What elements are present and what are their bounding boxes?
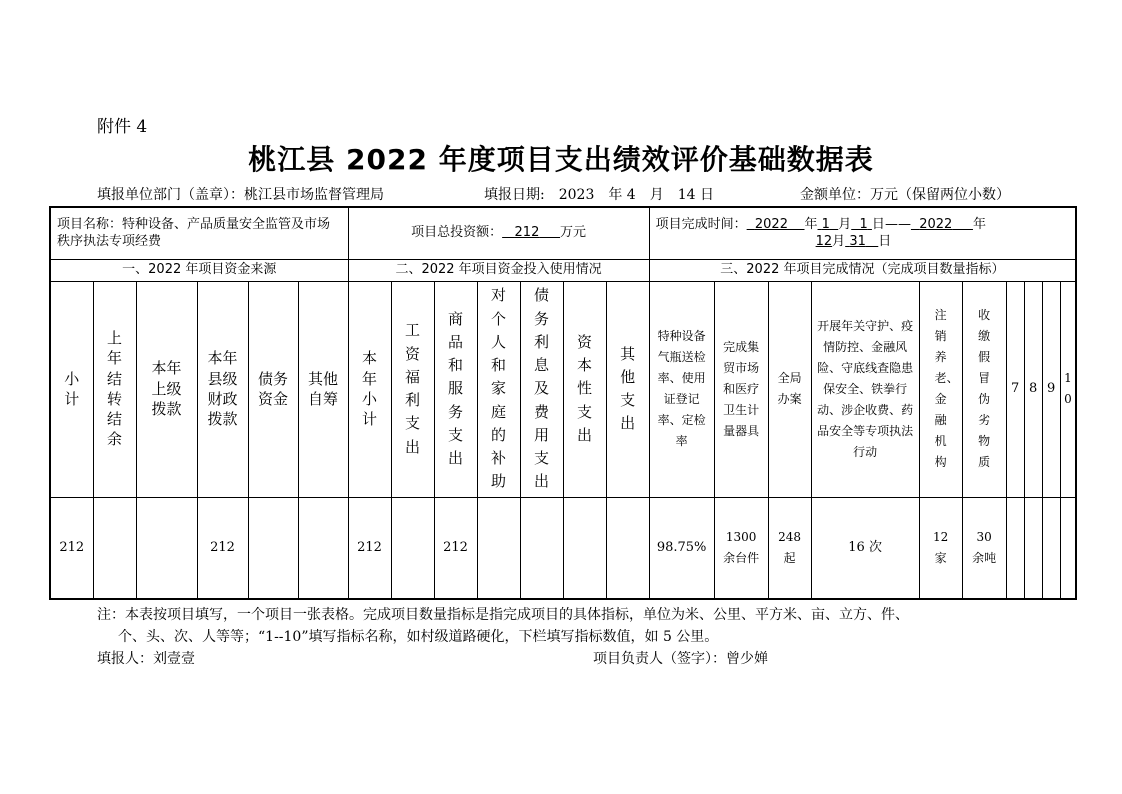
project-completion-time: 项目完成时间： 2022 年 1 月 1 日—— 2022 年 12月 31 日	[649, 207, 1076, 259]
data-table	[49, 206, 1077, 600]
value-indicator-8	[1024, 497, 1042, 599]
section-fund-source: 一、2022 年项目资金来源	[50, 259, 348, 281]
value-indicator-1: 98.75%	[649, 497, 714, 599]
header-indicator-3: 全局办案	[768, 281, 811, 497]
footnote-line-1: 注：本表按项目填写，一个项目一张表格。完成项目数量指标是指完成项目的具体指标，单位为米、公里、平方米、亩、立方、件、	[97, 607, 909, 623]
section-fund-usage: 二、2022 年项目资金投入使用情况	[348, 259, 649, 281]
value-personal-subsidy	[477, 497, 520, 599]
header-other-expense: 其他支出	[606, 281, 649, 497]
header-self-raised: 其他自筹	[298, 281, 348, 497]
currency-unit: 金额单位：万元（保留两位小数）	[800, 187, 1010, 203]
value-goods-services: 212	[434, 497, 477, 599]
value-salary-welfare	[391, 497, 434, 599]
header-indicator-2: 完成集贸市场和医疗卫生计量器具	[714, 281, 768, 497]
value-indicator-4: 16 次	[811, 497, 919, 599]
section-completion: 三、2022 年项目完成情况（完成项目数量指标）	[649, 259, 1076, 281]
value-county-allocation: 212	[197, 497, 248, 599]
fill-date: 填报日期: 2023 年 4 月 14 日	[484, 187, 714, 203]
value-indicator-6: 30余吨	[962, 497, 1006, 599]
value-capital-expense	[563, 497, 606, 599]
header-indicator-4: 开展年关守护、疫情防控、金融风险、守底线查隐患保安全、铁拳行动、涉企收费、药品安全等专项执法行动	[811, 281, 919, 497]
value-indicator-3: 248起	[768, 497, 811, 599]
header-salary-welfare: 工资福利支出	[391, 281, 434, 497]
project-name: 项目名称：特种设备、产品质量安全监管及市场秩序执法专项经费	[50, 207, 348, 259]
header-indicator-9: 9	[1042, 281, 1060, 497]
value-indicator-10	[1060, 497, 1076, 599]
header-debt-interest: 债务利息及费用支出	[520, 281, 563, 497]
value-last-year-balance	[93, 497, 136, 599]
header-indicator-1: 特种设备气瓶送检率、使用证登记率、定检率	[649, 281, 714, 497]
header-usage-subtotal: 本年小计	[348, 281, 391, 497]
value-upper-allocation	[136, 497, 197, 599]
header-goods-services: 商品和服务支出	[434, 281, 477, 497]
header-indicator-6: 收缴假冒伪劣物质	[962, 281, 1006, 497]
value-indicator-2: 1300余台件	[714, 497, 768, 599]
attachment-label: 附件 4	[97, 117, 148, 137]
value-self-raised	[298, 497, 348, 599]
value-indicator-9	[1042, 497, 1060, 599]
header-county-allocation: 本年县级财政拨款	[197, 281, 248, 497]
page-title: 桃江县 2022 年度项目支出绩效评价基础数据表	[248, 143, 874, 176]
header-upper-allocation: 本年上级拨款	[136, 281, 197, 497]
header-personal-subsidy: 对个人和家庭的补助	[477, 281, 520, 497]
value-debt-funds	[248, 497, 298, 599]
header-capital-expense: 资本性支出	[563, 281, 606, 497]
header-last-year-balance: 上年结转结余	[93, 281, 136, 497]
value-source-subtotal: 212	[50, 497, 93, 599]
header-source-subtotal: 小计	[50, 281, 93, 497]
header-indicator-8: 8	[1024, 281, 1042, 497]
header-debt-funds: 债务资金	[248, 281, 298, 497]
fill-unit: 填报单位部门（盖章）：桃江县市场监督管理局	[97, 187, 384, 203]
footnote	[97, 604, 909, 648]
value-indicator-7	[1006, 497, 1024, 599]
project-leader: 项目负责人（签字）：曾少婵	[593, 651, 768, 667]
header-indicator-5: 注销养老、金融机构	[919, 281, 962, 497]
footnote-line-2: 个、头、次、人等等；“1--10”填写指标名称，如村级道路硬化，下栏填写指标数值，如 5 公里。	[118, 629, 719, 645]
header-indicator-7: 7	[1006, 281, 1024, 497]
header-indicator-10: 10	[1060, 281, 1076, 497]
value-other-expense	[606, 497, 649, 599]
filler-name: 填报人：刘壹壹	[97, 651, 195, 667]
value-usage-subtotal: 212	[348, 497, 391, 599]
value-indicator-5: 12家	[919, 497, 962, 599]
value-debt-interest	[520, 497, 563, 599]
project-total-investment: 项目总投资额： 212 万元	[348, 207, 649, 259]
